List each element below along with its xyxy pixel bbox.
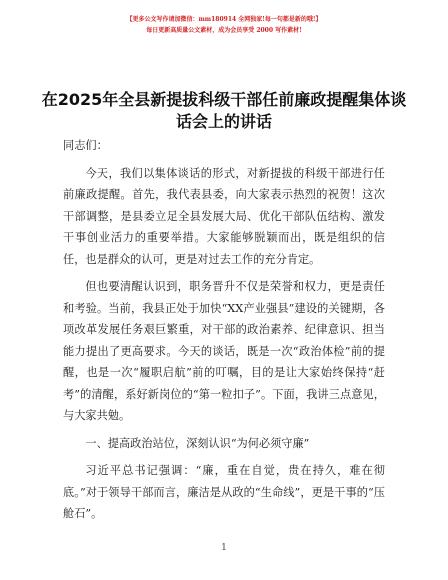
document-body: [63, 135, 385, 525]
section-heading-1: 一、提高政治站位，深刻认识“为何必须守廉”: [85, 436, 310, 450]
promo-line-2: 每日更新高质量公文素材，成为会员享受 2000 写作素材!: [146, 27, 302, 34]
page-number: 1: [221, 543, 227, 553]
paragraph-1: 今天，我们以集体谈话的形式，对新提拔的科级干部进行任前廉政提醒。首先，我代表县委，向大家表示热烈的祝贺！这次干部调整，是县委立足全县发展大局、优化干部队伍结构、激发干事创业活力的重要举措。大家能够脱颖而出，既是组织的信任，也是群众的认可，更是对过去工作的充分肯定。: [63, 166, 385, 266]
promo-banner: [0, 14, 448, 36]
paragraph-2: 但也要清醒认识到，职务晋升不仅是荣誉和权力，更是责任和考验。当前，我县正处于加快“XX产业强县”建设的关键期，各项改革发展任务艰巨繁重，对干部的政治素养、纪律意识、担当能力提出了更高要求。今天的谈话，既是一次“政治体检”前的提醒，也是一次“履职启航”前的叮嘱，目的是让大家始终保持“赶考”的清醒，系好新岗位的“第一粒扣子”。下面，我讲三点意见，与大家共勉。: [63, 280, 385, 422]
document-title: 在2025年全县新提拔科级干部任前廉政提醒集体谈话会上的讲话: [41, 90, 407, 131]
paragraph-3: 习近平总书记强调：“廉，重在自觉，贵在持久，难在彻底。”对于领导干部而言，廉洁是从政的“生命线”，更是干事的“压舱石”。: [63, 464, 385, 520]
greeting: 同志们：: [63, 139, 108, 152]
promo-line-1: 【更多公文写作请加微信：mm180914 全网独家!每一句都是新的哦!】: [126, 16, 322, 23]
